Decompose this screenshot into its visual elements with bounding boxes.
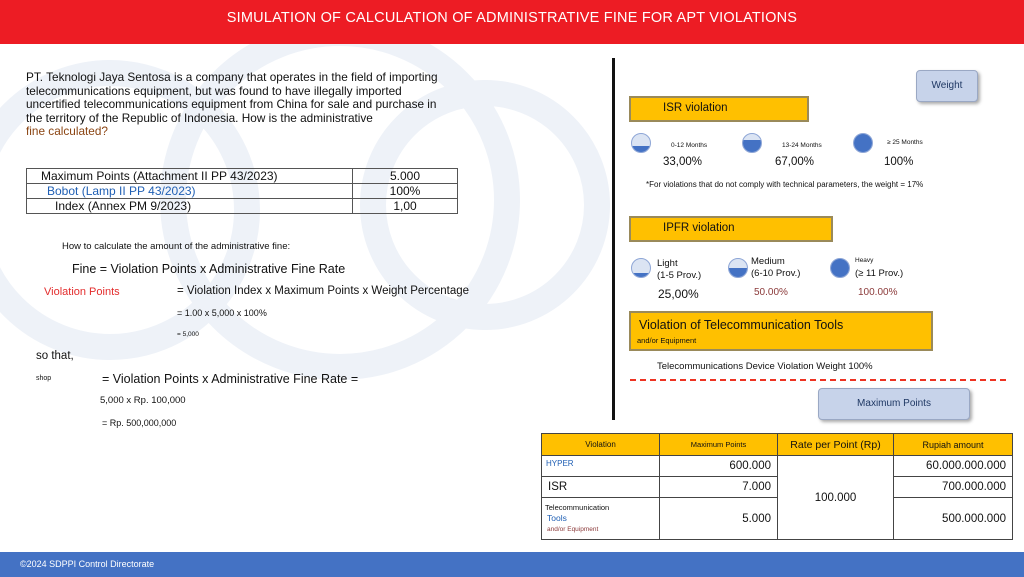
rate-cell: 100.000	[778, 456, 894, 540]
page-title: SIMULATION OF CALCULATION OF ADMINISTRATIVE FINE FOR APT VIOLATIONS	[226, 10, 798, 26]
points-value: 100%	[353, 184, 458, 199]
points-table	[26, 168, 458, 214]
weight-button-label: Weight	[931, 80, 963, 91]
amount-cell: 500.000.000	[894, 498, 1013, 540]
footer-copyright: ©2024 SDPPI Control Directorate	[20, 559, 155, 569]
isr-period-label: 0-12 Months	[671, 142, 708, 149]
violation-cell	[542, 498, 660, 540]
fine-table	[541, 433, 1013, 540]
dashed-separator	[630, 379, 1006, 381]
intro-line: fine calculated?	[26, 124, 108, 139]
ipfr-level-range: (≥ 11 Prov.)	[855, 268, 904, 279]
ipfr-weight-value: 50.00%	[754, 287, 788, 298]
tools-violation-title: Violation of Telecommunication Tools	[639, 318, 844, 332]
tools-weight-note: Telecommunications Device Violation Weight 100%	[657, 361, 873, 372]
points-cell: 5.000	[660, 498, 778, 540]
header-bar	[0, 0, 1024, 44]
isr-violation-box	[629, 96, 809, 122]
column-header: Violation	[542, 434, 660, 456]
shop-values: 5,000 x Rp. 100,000	[100, 395, 186, 406]
ipfr-violation-box	[629, 216, 833, 242]
ipfr-weight-value: 100.00%	[858, 287, 898, 298]
shop-result: = Rp. 500,000,000	[102, 418, 177, 428]
how-to-heading: How to calculate the amount of the administrative fine:	[62, 241, 291, 252]
gauge-fill	[632, 273, 650, 278]
intro-line: PT. Teknologi Jaya Sentosa is a company that operates in the field of importing	[26, 70, 438, 84]
violation-cell: ISR	[542, 477, 660, 498]
ipfr-level-label: Medium	[751, 256, 785, 267]
tools-violation-box	[629, 311, 933, 351]
violation-points-formula: = Violation Index x Maximum Points x Weight Percentage	[177, 285, 470, 297]
intro-line: uncertified telecommunications equipment from China for sale and purchase in	[26, 97, 437, 112]
intro-line: the territory of the Republic of Indonesia. How is the administrative	[26, 110, 373, 125]
points-cell: 600.000	[660, 456, 778, 477]
violation-cell: HYPER	[542, 456, 660, 477]
footer-bar	[0, 552, 1024, 577]
table-row	[27, 184, 458, 199]
isr-weight-value: 100%	[884, 156, 914, 168]
shop-formula: = Violation Points x Administrative Fine Rate =	[102, 372, 359, 386]
isr-weight-value: 67,00%	[775, 156, 815, 168]
violation-line: and/or Equipment	[547, 526, 599, 533]
ipfr-level-label: Heavy	[855, 257, 874, 264]
points-label: Bobot (Lamp II PP 43/2023)	[27, 184, 353, 199]
table-row	[27, 169, 458, 184]
shop-label: shop	[36, 375, 52, 382]
points-cell: 7.000	[660, 477, 778, 498]
isr-note: *For violations that do not comply with technical parameters, the weight = 17%	[646, 180, 924, 189]
gauge-icon	[631, 133, 651, 153]
isr-weight-value: 33,00%	[663, 156, 703, 168]
ipfr-level-label: Light	[657, 258, 678, 269]
intro-paragraph	[26, 71, 486, 139]
fine-formula: Fine = Violation Points x Administrative Fine Rate	[72, 262, 346, 276]
violation-points-values: = 1.00 x 5,000 x 100%	[177, 308, 267, 318]
table-row	[542, 477, 1013, 498]
maximum-points-button-label: Maximum Points	[857, 398, 931, 409]
gauge-icon	[742, 133, 762, 153]
points-label: Maximum Points (Attachment II PP 43/2023)	[27, 169, 353, 184]
gauge-fill	[632, 146, 650, 152]
isr-period-label: 13-24 Months	[782, 142, 822, 149]
column-header: Rate per Point (Rp)	[778, 434, 894, 456]
weight-button[interactable]	[916, 70, 978, 102]
gauge-icon	[830, 258, 850, 278]
violation-line: Tools	[547, 513, 567, 523]
ipfr-violation-title: IPFR violation	[663, 222, 735, 234]
gauge-icon	[728, 258, 748, 278]
gauge-fill	[743, 140, 761, 152]
points-value: 5.000	[353, 169, 458, 184]
intro-line: telecommunications equipment, but was found to have illegally imported	[26, 83, 402, 98]
gauge-icon	[631, 258, 651, 278]
ipfr-level-range: (1-5 Prov.)	[657, 270, 702, 281]
so-that-text: so that,	[36, 350, 74, 362]
amount-cell: 700.000.000	[894, 477, 1013, 498]
ipfr-weight-value: 25,00%	[658, 287, 699, 301]
violation-line: Telecommunication	[545, 503, 610, 512]
gauge-fill	[831, 259, 849, 277]
table-header-row	[542, 434, 1013, 456]
column-header: Rupiah amount	[894, 434, 1013, 456]
gauge-icon	[853, 133, 873, 153]
isr-period-label: ≥ 25 Months	[887, 139, 923, 146]
violation-points-result: = 5,000	[177, 331, 199, 338]
gauge-fill	[854, 134, 872, 152]
table-row	[542, 498, 1013, 540]
column-header: Maximum Points	[660, 434, 778, 456]
ipfr-level-range: (6-10 Prov.)	[751, 268, 801, 279]
maximum-points-button[interactable]	[818, 388, 970, 420]
points-value: 1,00	[353, 199, 458, 214]
tools-violation-subtitle: and/or Equipment	[637, 336, 697, 345]
gauge-fill	[729, 268, 747, 277]
vertical-divider	[612, 58, 615, 420]
isr-violation-title: ISR violation	[663, 102, 728, 114]
table-row	[542, 456, 1013, 477]
table-row	[27, 199, 458, 214]
violation-points-label: Violation Points	[44, 286, 120, 298]
amount-cell: 60.000.000.000	[894, 456, 1013, 477]
points-label: Index (Annex PM 9/2023)	[27, 199, 353, 214]
